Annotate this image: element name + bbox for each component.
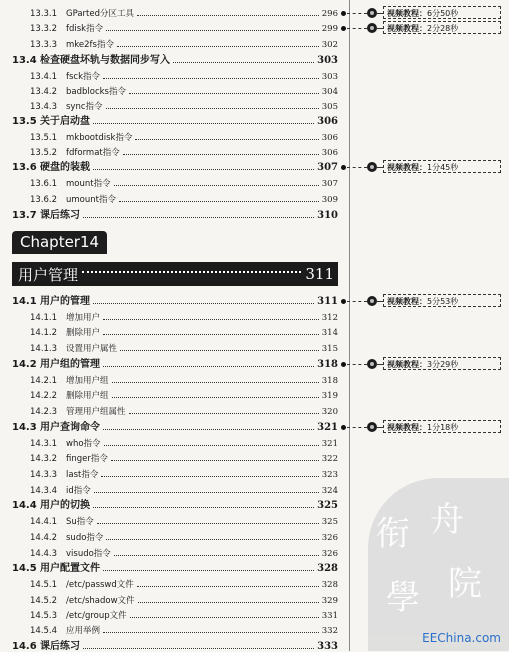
toc-entry-page: 307 [317, 162, 338, 173]
toc-leader-dots [103, 77, 319, 79]
video-label: 视频教程： [387, 423, 427, 432]
video-duration: 1分45秒 [427, 163, 459, 172]
toc-subsection-entry[interactable] [30, 591, 338, 606]
toc-entry-title: fsck指令 [66, 72, 101, 82]
entry-marker-dot [341, 425, 346, 430]
entry-marker-dot [341, 26, 346, 31]
toc-section-entry[interactable] [12, 206, 338, 221]
toc-leader-dots [94, 491, 319, 493]
toc-subsection-entry[interactable] [30, 528, 338, 543]
toc-entry-title: 删除用户组 [66, 391, 109, 401]
toc-entry-title: id指令 [66, 486, 91, 496]
video-disc-icon [367, 296, 377, 306]
toc-entry-number: 14.5.2 [30, 596, 58, 606]
toc-subsection-entry[interactable] [30, 143, 338, 158]
toc-section-entry[interactable] [12, 355, 338, 370]
toc-entry-title: 增加用户组 [66, 376, 109, 386]
toc-entry-title: 删除用户 [66, 328, 101, 338]
toc-subsection-entry[interactable] [30, 386, 338, 401]
toc-section-entry[interactable] [12, 559, 338, 574]
entry-marker-dot [341, 11, 346, 16]
video-duration-box [383, 357, 501, 370]
video-label: 视频教程： [387, 163, 427, 172]
toc-entry-number: 14.6 [12, 641, 37, 652]
toc-entry-page: 318 [321, 376, 338, 386]
toc-leader-dots [114, 184, 319, 186]
toc-section-entry[interactable] [12, 496, 338, 511]
toc-section-entry[interactable] [12, 418, 338, 433]
toc-entry-page: 323 [321, 470, 338, 480]
toc-entry-number: 13.3.3 [30, 40, 58, 50]
toc-entry-page: 309 [321, 195, 338, 205]
toc-entry-number: 13.3.2 [30, 24, 58, 34]
toc-subsection-entry[interactable] [30, 67, 338, 82]
toc-subsection-entry[interactable] [30, 449, 338, 464]
toc-entry-number: 13.4.3 [30, 102, 58, 112]
toc-leader-dots [130, 616, 319, 618]
toc-leader-dots [114, 554, 319, 556]
toc-entry-page: 321 [317, 422, 338, 433]
watermark-glyph: 舟 [430, 500, 464, 540]
callout-connector [347, 13, 367, 14]
toc-subsection-entry[interactable] [30, 402, 338, 417]
toc-leader-dots [112, 396, 319, 398]
toc-subsection-entry[interactable] [30, 308, 338, 323]
toc-subsection-entry[interactable] [30, 575, 338, 590]
callout-connector [347, 28, 367, 29]
toc-entry-page: 324 [321, 486, 338, 496]
toc-entry-title: 硬盘的装载 [40, 162, 90, 173]
callout-connector [347, 364, 367, 365]
toc-entry-number: 14.2.1 [30, 376, 58, 386]
toc-entry-title: 管理用户组属性 [66, 407, 126, 417]
toc-leader-dots [106, 107, 319, 109]
toc-entry-page: 305 [321, 102, 338, 112]
toc-entry-page: 321 [321, 439, 338, 449]
toc-entry-page: 312 [321, 313, 338, 323]
toc-entry-title: /etc/group文件 [66, 611, 127, 621]
toc-entry-title: 课后练习 [40, 641, 80, 652]
video-duration: 2分28秒 [427, 24, 459, 33]
toc-entry-page: 325 [321, 517, 338, 527]
toc-leader-dots [93, 122, 314, 124]
toc-entry-page: 306 [317, 116, 338, 127]
toc-entry-page: 311 [317, 296, 338, 307]
video-label: 视频教程： [387, 297, 427, 306]
toc-leader-dots [137, 585, 319, 587]
toc-entry-title: 检查硬盘坏轨与数据同步写入 [40, 55, 170, 66]
toc-entry-page: 303 [321, 72, 338, 82]
toc-entry-title: 应用举例 [66, 626, 101, 636]
toc-entry-page: 320 [321, 407, 338, 417]
toc-entry-page: 315 [321, 344, 338, 354]
toc-entry-title: 用户组的管理 [40, 359, 100, 370]
toc-subsection-entry[interactable] [30, 512, 338, 527]
toc-subsection-entry[interactable] [30, 434, 338, 449]
toc-subsection-entry[interactable] [30, 371, 338, 386]
toc-entry-page: 319 [321, 391, 338, 401]
toc-entry-number: 14.3.3 [30, 470, 58, 480]
callout-connector [347, 301, 367, 302]
toc-entry-title: 增加用户 [66, 313, 101, 323]
watermark-glyph: 院 [448, 564, 482, 604]
video-duration-box [383, 160, 501, 173]
toc-leader-dots [123, 153, 319, 155]
toc-entry-title: GParted分区工具 [66, 9, 134, 19]
chapter-title-bar[interactable] [12, 262, 338, 286]
toc-entry-title: /etc/passwd文件 [66, 580, 134, 590]
toc-subsection-entry[interactable] [30, 82, 338, 97]
video-duration: 6分50秒 [427, 9, 459, 18]
entry-marker-dot [341, 299, 346, 304]
toc-entry-page: 326 [321, 533, 338, 543]
chapter-page: 311 [305, 265, 334, 283]
toc-section-entry[interactable] [12, 51, 338, 66]
toc-entry-page: 332 [321, 626, 338, 636]
toc-leader-dots [111, 459, 319, 461]
entry-marker-dot [341, 362, 346, 367]
toc-entry-title: umount指令 [66, 195, 116, 205]
toc-entry-page: 329 [321, 596, 338, 606]
toc-subsection-entry[interactable] [30, 35, 338, 50]
toc-entry-number: 13.6 [12, 162, 37, 173]
toc-entry-number: 13.4 [12, 55, 37, 66]
video-disc-icon [367, 8, 377, 18]
toc-subsection-entry[interactable] [30, 174, 338, 189]
toc-entry-page: 331 [321, 611, 338, 621]
toc-entry-page: 307 [321, 179, 338, 189]
video-disc-icon [367, 359, 377, 369]
toc-subsection-entry[interactable] [30, 606, 338, 621]
toc-section-entry[interactable] [12, 292, 338, 307]
video-duration-box [383, 21, 501, 34]
video-label: 视频教程： [387, 24, 427, 33]
toc-subsection-entry[interactable] [30, 339, 338, 354]
toc-entry-title: 用户的切换 [40, 500, 90, 511]
video-duration-box [383, 294, 501, 307]
toc-entry-title: who指令 [66, 439, 101, 449]
toc-entry-page: 318 [317, 359, 338, 370]
toc-leader-dots [83, 647, 314, 649]
toc-entry-number: 13.4.1 [30, 72, 58, 82]
toc-entry-number: 14.3 [12, 422, 37, 433]
toc-entry-title: sync指令 [66, 102, 103, 112]
toc-entry-number: 13.7 [12, 210, 37, 221]
toc-entry-title: Su指令 [66, 517, 94, 527]
toc-leader-dots [93, 302, 314, 304]
toc-entry-number: 14.1.2 [30, 328, 58, 338]
toc-leader-dots [106, 538, 318, 540]
toc-subsection-entry[interactable] [30, 4, 338, 19]
chapter-leader [82, 271, 301, 273]
toc-leader-dots [104, 444, 319, 446]
toc-entry-title: fdisk指令 [66, 24, 104, 34]
toc-entry-number: 14.4 [12, 500, 37, 511]
toc-entry-number: 14.5.1 [30, 580, 58, 590]
toc-entry-page: 322 [321, 454, 338, 464]
toc-section-entry[interactable] [12, 158, 338, 173]
toc-leader-dots [129, 412, 319, 414]
toc-entry-number: 13.5 [12, 116, 37, 127]
toc-entry-title: 课后练习 [40, 210, 80, 221]
toc-entry-number: 13.6.1 [30, 179, 58, 189]
toc-entry-title: mke2fs指令 [66, 40, 114, 50]
toc-subsection-entry[interactable] [30, 97, 338, 112]
chapter-tab: Chapter14 [12, 231, 107, 254]
toc-leader-dots [117, 45, 319, 47]
toc-entry-title: 用户查询命令 [40, 422, 100, 433]
toc-entry-page: 306 [321, 133, 338, 143]
toc-entry-title: 用户配置文件 [40, 563, 100, 574]
toc-leader-dots [93, 168, 314, 170]
toc-entry-title: 设置用户属性 [66, 344, 118, 354]
video-duration: 1分18秒 [427, 423, 459, 432]
toc-entry-title: /etc/shadow文件 [66, 596, 135, 606]
toc-entry-number: 14.5 [12, 563, 37, 574]
toc-entry-number: 14.5.3 [30, 611, 58, 621]
toc-entry-title: 用户的管理 [40, 296, 90, 307]
toc-leader-dots [103, 365, 314, 367]
watermark-glyph: 學 [386, 578, 420, 618]
toc-leader-dots [138, 601, 319, 603]
toc-entry-number: 14.1.1 [30, 313, 58, 323]
toc-entry-page: 304 [321, 87, 338, 97]
seal-watermark [368, 478, 509, 651]
video-duration: 5分53秒 [427, 297, 459, 306]
toc-subsection-entry[interactable] [30, 190, 338, 205]
video-disc-icon [367, 422, 377, 432]
toc-entry-title: mount指令 [66, 179, 111, 189]
toc-entry-number: 14.4.2 [30, 533, 58, 543]
toc-entry-title: sudo指令 [66, 533, 104, 543]
toc-leader-dots [101, 475, 318, 477]
toc-entry-page: 326 [321, 549, 338, 559]
toc-entry-number: 14.1 [12, 296, 37, 307]
toc-entry-page: 328 [321, 580, 338, 590]
toc-entry-title: finger指令 [66, 454, 108, 464]
toc-subsection-entry[interactable] [30, 323, 338, 338]
toc-subsection-entry[interactable] [30, 465, 338, 480]
toc-entry-number: 13.5.2 [30, 148, 58, 158]
toc-entry-number: 13.4.2 [30, 87, 58, 97]
toc-leader-dots [120, 349, 319, 351]
toc-entry-title: badblocks指令 [66, 87, 126, 97]
toc-entry-number: 14.2.3 [30, 407, 58, 417]
video-label: 视频教程： [387, 9, 427, 18]
toc-leader-dots [103, 569, 314, 571]
watermark-glyph: 衔 [376, 514, 410, 554]
toc-entry-page: 302 [321, 40, 338, 50]
video-disc-icon [367, 23, 377, 33]
toc-entry-page: 310 [317, 210, 338, 221]
toc-entry-number: 14.4.1 [30, 517, 58, 527]
toc-entry-title: 关于启动盘 [40, 116, 90, 127]
toc-entry-page: 314 [321, 328, 338, 338]
toc-entry-number: 14.5.4 [30, 626, 58, 636]
toc-subsection-entry[interactable] [30, 544, 338, 559]
site-logo: EEChina.com [422, 631, 501, 645]
toc-entry-page: 333 [317, 641, 338, 652]
toc-entry-title: visudo指令 [66, 549, 111, 559]
toc-entry-number: 14.1.3 [30, 344, 58, 354]
toc-leader-dots [173, 61, 314, 63]
toc-leader-dots [135, 138, 318, 140]
toc-entry-page: 328 [317, 563, 338, 574]
toc-leader-dots [83, 216, 314, 218]
callout-connector [347, 167, 367, 168]
video-duration: 3分29秒 [427, 360, 459, 369]
toc-leader-dots [137, 14, 319, 16]
column-divider [349, 0, 350, 651]
toc-leader-dots [129, 92, 319, 94]
toc-entry-page: 303 [317, 55, 338, 66]
toc-leader-dots [103, 333, 319, 335]
toc-leader-dots [97, 522, 319, 524]
toc-entry-number: 13.6.2 [30, 195, 58, 205]
toc-entry-number: 14.3.1 [30, 439, 58, 449]
toc-entry-page: 325 [317, 500, 338, 511]
video-duration-box [383, 420, 501, 433]
toc-entry-page: 299 [321, 24, 338, 34]
toc-leader-dots [103, 428, 314, 430]
toc-leader-dots [93, 506, 314, 508]
toc-entry-number: 13.5.1 [30, 133, 58, 143]
toc-entry-title: fdformat指令 [66, 148, 120, 158]
toc-entry-page: 296 [321, 9, 338, 19]
toc-leader-dots [112, 381, 319, 383]
video-label: 视频教程： [387, 360, 427, 369]
callout-connector [347, 427, 367, 428]
entry-marker-dot [341, 165, 346, 170]
toc-subsection-entry[interactable] [30, 481, 338, 496]
toc-entry-number: 14.3.4 [30, 486, 58, 496]
toc-entry-page: 306 [321, 148, 338, 158]
toc-leader-dots [103, 318, 319, 320]
toc-entry-number: 14.2 [12, 359, 37, 370]
toc-leader-dots [119, 200, 319, 202]
toc-entry-number: 14.4.3 [30, 549, 58, 559]
toc-entry-number: 14.2.2 [30, 391, 58, 401]
video-duration-box [383, 6, 501, 19]
toc-entry-title: mkbootdisk指令 [66, 133, 133, 143]
chapter-title: 用户管理 [18, 265, 79, 284]
toc-subsection-entry[interactable] [30, 19, 338, 34]
toc-leader-dots [103, 631, 319, 633]
toc-section-entry[interactable] [12, 112, 338, 127]
toc-section-entry[interactable] [12, 637, 338, 652]
toc-subsection-entry[interactable] [30, 128, 338, 143]
toc-leader-dots [106, 29, 319, 31]
toc-entry-number: 14.3.2 [30, 454, 58, 464]
toc-entry-title: last指令 [66, 470, 99, 480]
toc-entry-number: 13.3.1 [30, 9, 58, 19]
video-disc-icon [367, 162, 377, 172]
toc-subsection-entry[interactable] [30, 621, 338, 636]
